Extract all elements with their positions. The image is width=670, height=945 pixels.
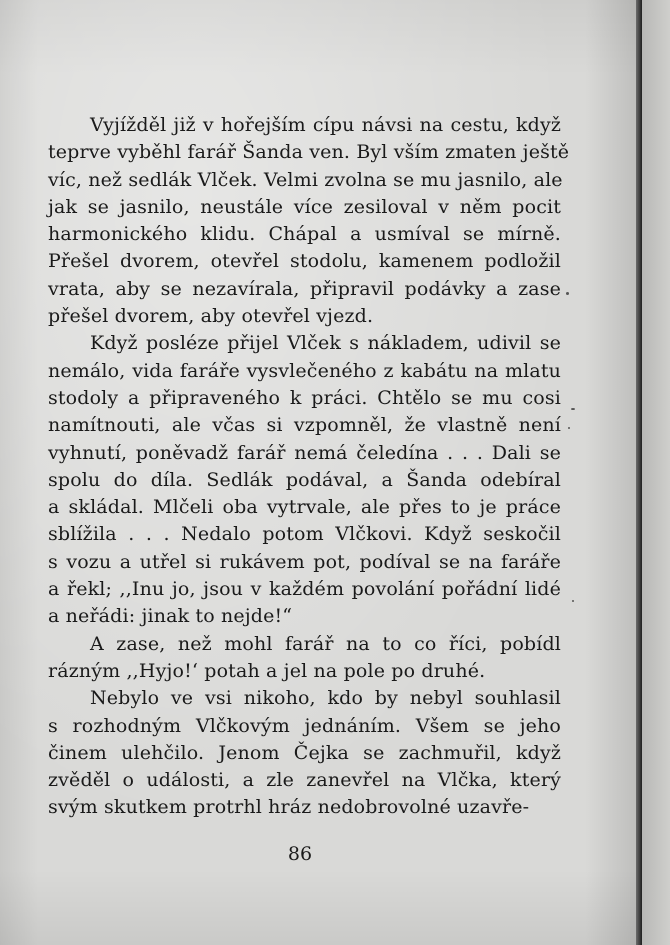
text-line: Přešel dvorem, otevřel stodolu, kamenem podložil xyxy=(48,250,561,273)
text-line: přešel dvorem, aby otevřel vjezd. xyxy=(48,305,374,328)
text-line: s vozu a utřel si rukávem pot, podíval se na faráře xyxy=(48,550,561,573)
text-line: stodoly a připraveného k práci. Chtělo se mu cosi xyxy=(48,386,561,409)
paper-speck xyxy=(566,292,569,295)
text-line: a řekl; ,,Inu jo, jsou v každém povolání pořádní lidé xyxy=(48,578,561,601)
paragraph xyxy=(48,112,570,330)
body-text xyxy=(48,112,570,822)
text-line: zvěděl o události, a zle zanevřel na Vlčka, který xyxy=(48,769,561,792)
text-line: A zase, než mohl farář na to co říci, pobídl xyxy=(90,632,561,655)
paragraph xyxy=(48,330,561,630)
text-line: Když posléze přijel Vlček s nákladem, udivil se xyxy=(90,332,561,355)
text-line: víc, než sedlák Vlček. Velmi zvolna se mu jasnilo, ale xyxy=(48,168,563,191)
adjacent-page-edge xyxy=(642,0,670,945)
paper-speck xyxy=(572,600,574,602)
text-line: svým skutkem protrhl hráz nedobrovolné uzavře- xyxy=(48,796,530,819)
text-line: jak se jasnilo, neustále více zesiloval v něm pocit xyxy=(48,195,561,218)
paragraph xyxy=(48,631,561,686)
paper-speck xyxy=(571,408,575,410)
text-line: a neřádi: jinak to nejde!“ xyxy=(48,605,293,628)
text-line: vrata, aby se nezavírala, připravil podávky a zase xyxy=(48,277,561,300)
text-line: namítnouti, ale včas si vzpomněl, že vlastně není xyxy=(48,414,561,437)
text-line: rázným ,,Hyjo!‘ potah a jel na pole po druhé. xyxy=(48,659,486,682)
text-line: Vyjížděl již v hořejším cípu návsi na cestu, když xyxy=(90,114,561,136)
paper-speck xyxy=(568,427,570,429)
text-line: spolu do díla. Sedlák podával, a Šanda odebíral xyxy=(48,468,561,491)
paragraph xyxy=(48,685,561,821)
text-line: vyhnutí, poněvadž farář nemá čeledína . . . Dali se xyxy=(48,441,561,464)
text-line: harmonického klidu. Chápal a usmíval se mírně. xyxy=(48,223,561,246)
text-line: nemálo, vida faráře vysvlečeného z kabátu na mlatu xyxy=(48,359,561,382)
text-line: s rozhodným Vlčkovým jednáním. Všem se jeho xyxy=(48,714,561,737)
text-line: teprve vyběhl farář Šanda ven. Byl vším zmaten ještě xyxy=(48,141,570,164)
text-line: Nebylo ve vsi nikoho, kdo by nebyl souhlasil xyxy=(90,687,561,710)
text-line: sblížila . . . Nedalo potom Vlčkovi. Když seskočil xyxy=(48,523,561,546)
page-number: 86 xyxy=(287,843,313,865)
text-line: a skládal. Mlčeli oba vytrvale, ale přes to je práce xyxy=(48,496,561,519)
text-line: činem ulehčilo. Jenom Čejka se zachmuřil, když xyxy=(48,741,561,764)
